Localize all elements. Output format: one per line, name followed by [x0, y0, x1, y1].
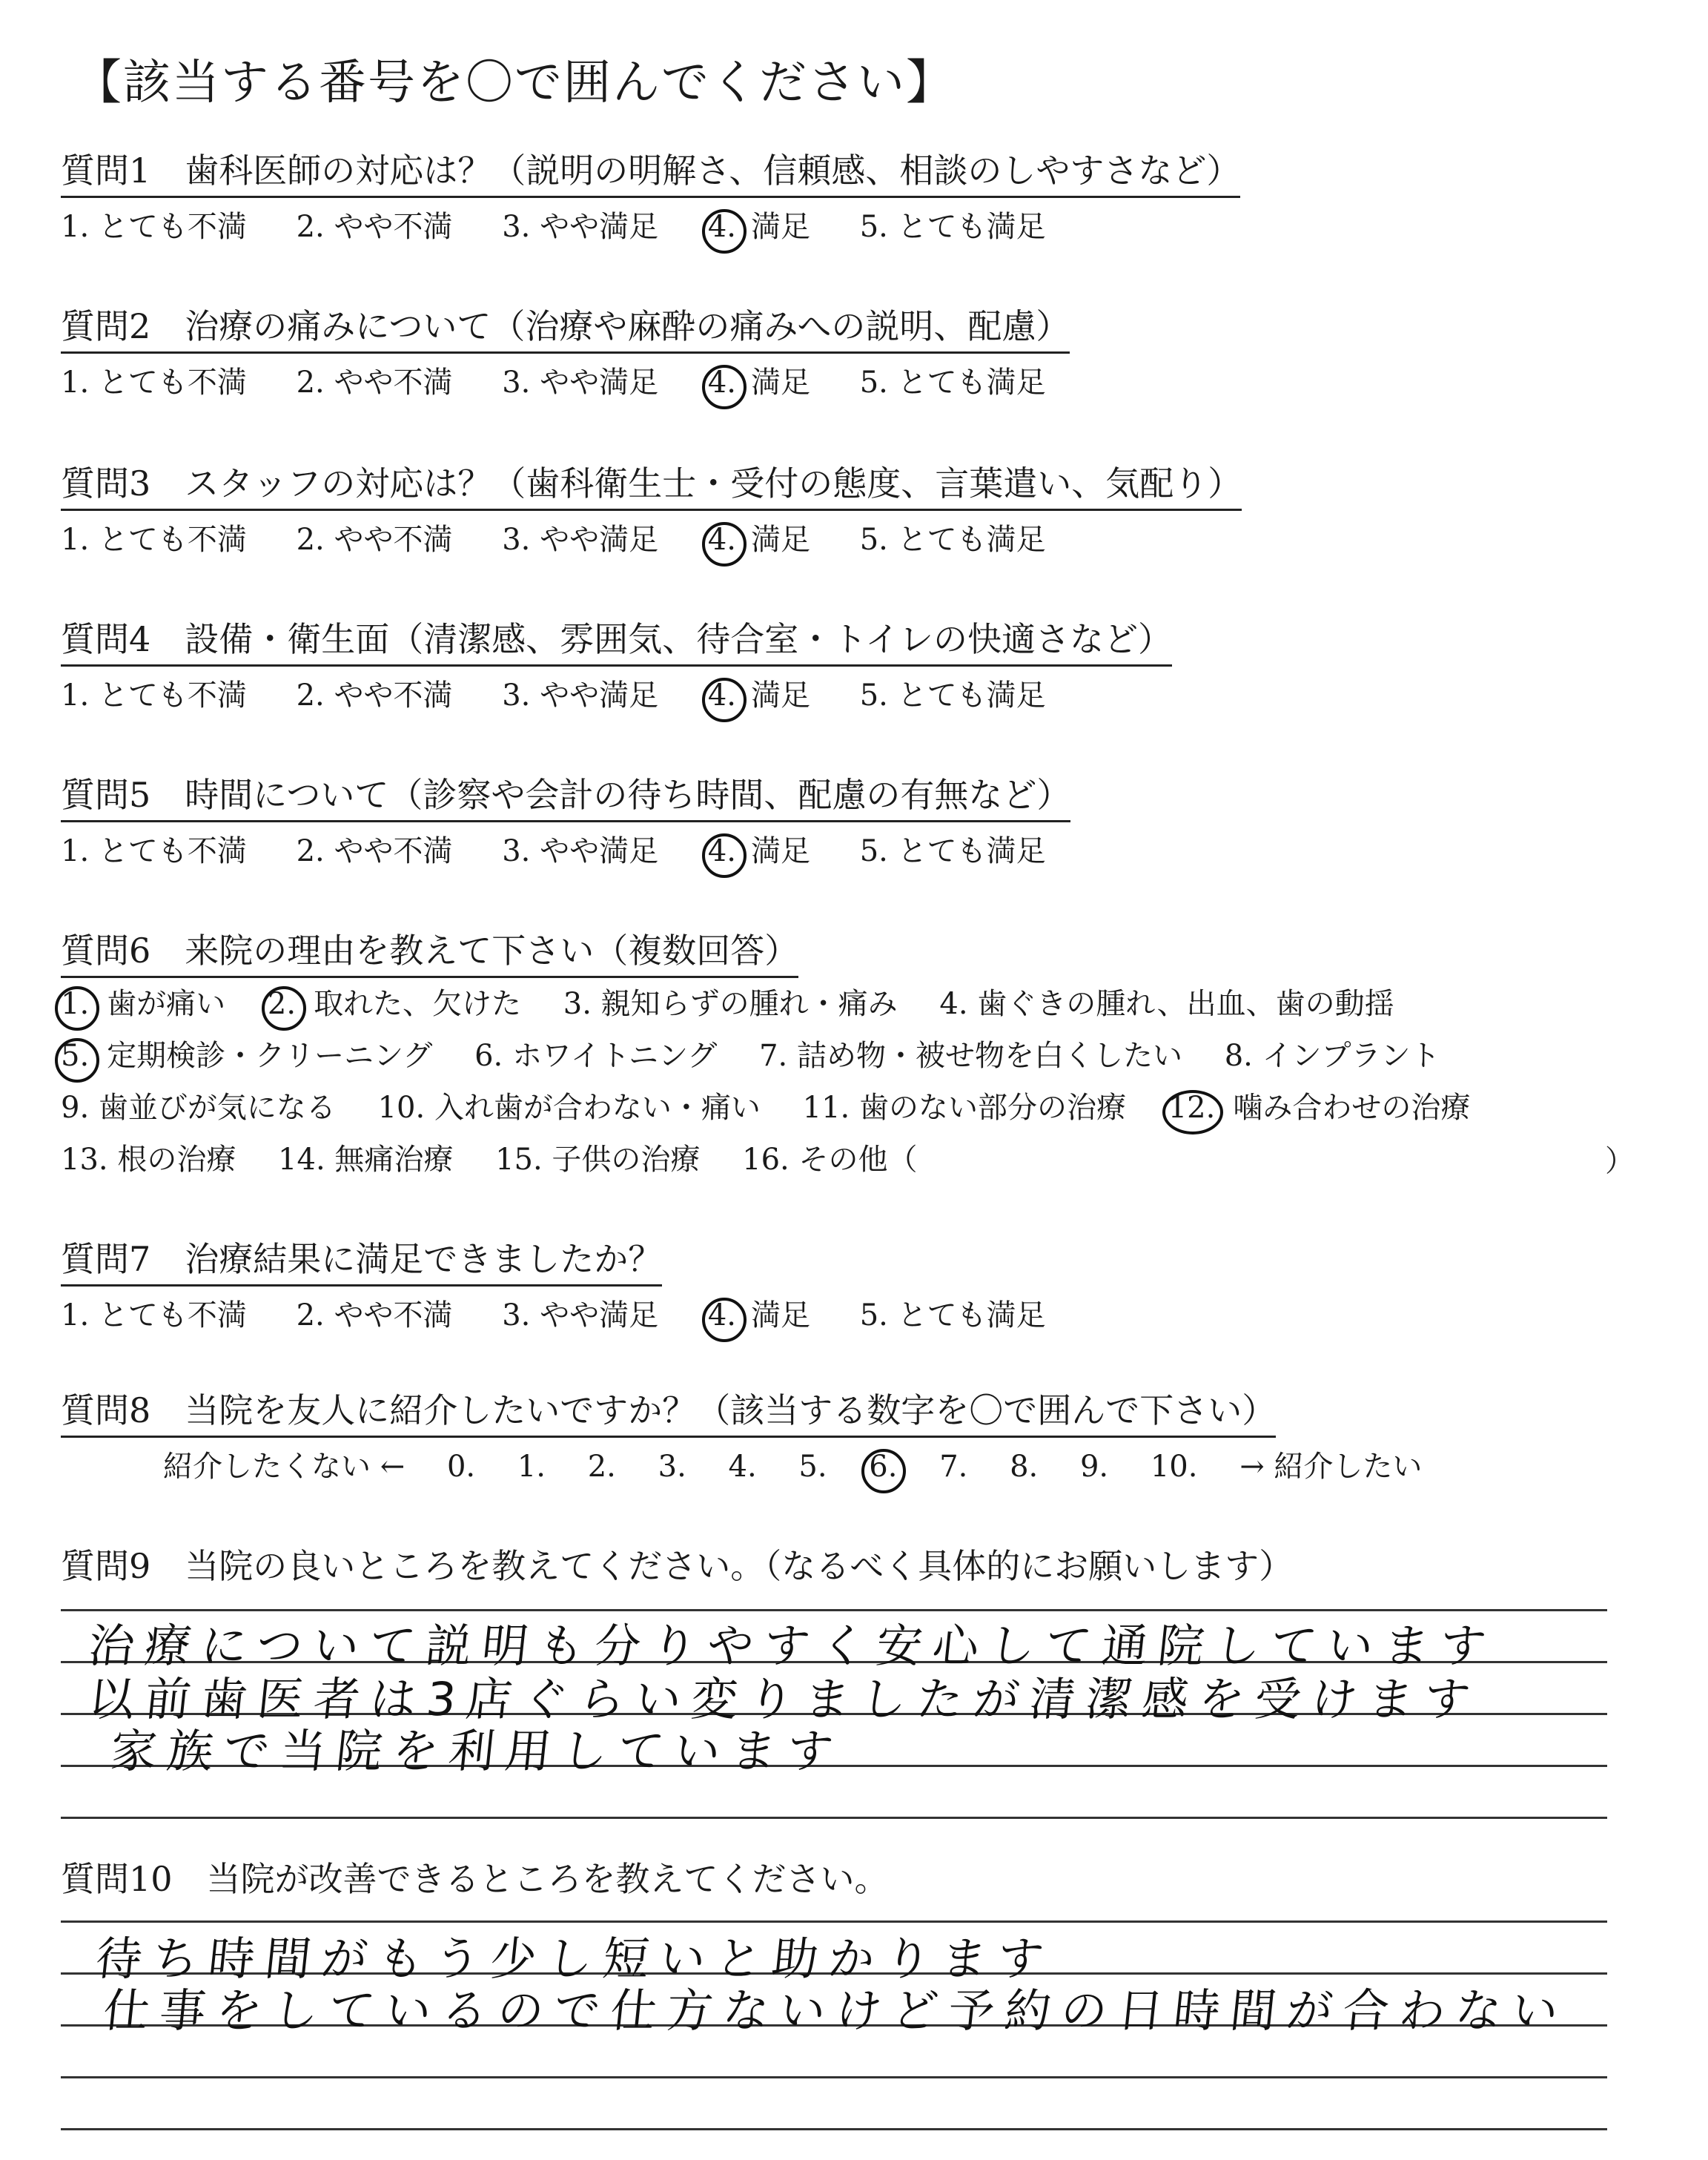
question-4-title: 質問4 設備・衛生面（清潔感、雰囲気、待合室・トイレの快適さなど）: [61, 617, 1172, 667]
option-5[interactable]: 5. とても満足: [859, 678, 1046, 713]
scale-7[interactable]: 7.: [939, 1450, 968, 1484]
answer-line: [61, 1817, 1607, 1819]
question-6-row-2: [61, 1035, 1480, 1077]
option-3[interactable]: 3. やや満足: [502, 210, 659, 244]
reason-13[interactable]: 13. 根の治療: [61, 1143, 236, 1177]
option-4-selected[interactable]: 4.: [708, 362, 736, 403]
question-6-row-3: [61, 1087, 1510, 1129]
question-2-title: 質問2 治療の痛みについて（治療や麻酔の痛みへの説明、配慮）: [61, 304, 1070, 354]
scale-6-selected[interactable]: 6.: [869, 1446, 897, 1487]
option-5[interactable]: 5. とても満足: [859, 210, 1046, 244]
handwritten-answer-9-line-3: 家族で当院を利用しています: [107, 1724, 847, 1778]
reason-16[interactable]: 16. その他（: [742, 1143, 918, 1177]
reason-3[interactable]: 3. 親知らずの腫れ・痛み: [563, 987, 898, 1021]
option-1[interactable]: 1. とても不満: [61, 678, 247, 713]
answer-line: [61, 2128, 1607, 2130]
reason-11[interactable]: 11. 歯のない部分の治療: [802, 1091, 1126, 1125]
question-9-title: 質問9 当院の良いところを教えてください。（なるべく具体的にお願いします）: [61, 1546, 1294, 1586]
reason-12-selected[interactable]: 12.: [1168, 1087, 1216, 1129]
option-2[interactable]: 2. やや不満: [296, 366, 453, 400]
question-5-title: 質問5 時間について（診察や会計の待ち時間、配慮の有無など）: [61, 773, 1070, 822]
scale-4[interactable]: 4.: [728, 1450, 757, 1484]
scale-left-label: 紹介したくない ←: [163, 1450, 406, 1484]
question-7-title: 質問7 治療結果に満足できましたか？: [61, 1237, 662, 1287]
reason-7[interactable]: 7. 詰め物・被せ物を白くしたい: [759, 1039, 1182, 1073]
reason-8[interactable]: 8. インプラント: [1224, 1039, 1440, 1073]
reason-2-selected[interactable]: 2.: [268, 983, 296, 1025]
handwritten-answer-10-line-1: 待ち時間がもう少し短いと助かります: [93, 1932, 1057, 1986]
option-4-selected[interactable]: 4.: [708, 206, 736, 248]
option-4-selected[interactable]: 4.: [708, 519, 736, 561]
recommend-scale: [163, 1446, 1454, 1487]
option-2[interactable]: 2. やや不満: [296, 678, 453, 713]
question-4-options: [61, 675, 1086, 716]
option-2[interactable]: 2. やや不満: [296, 523, 453, 557]
handwritten-answer-10-line-2: 仕事をしているので仕方ないけど予約の日時間が合わない: [100, 1984, 1572, 2038]
question-6-title: 質問6 来院の理由を教えて下さい（複数回答）: [61, 928, 798, 978]
option-4-label: 満足: [751, 1298, 810, 1332]
scale-8[interactable]: 8.: [1010, 1450, 1039, 1484]
option-2[interactable]: 2. やや不満: [296, 834, 453, 868]
other-close-paren: ）: [1605, 1144, 1635, 1178]
scale-2[interactable]: 2.: [587, 1450, 616, 1484]
question-8-title: 質問8 当院を友人に紹介したいですか？（該当する数字を〇で囲んで下さい）: [61, 1388, 1276, 1438]
option-4-label: 満足: [751, 210, 810, 244]
reason-5-label: 定期検診・クリーニング: [107, 1039, 433, 1073]
reason-10[interactable]: 10. 入れ歯が合わない・痛い: [377, 1091, 761, 1125]
option-3[interactable]: 3. やや満足: [502, 678, 659, 713]
option-4-selected[interactable]: 4.: [708, 1295, 736, 1336]
question-7-options: [61, 1295, 1086, 1336]
question-10-title: 質問10 当院が改善できるところを教えてください。: [61, 1859, 889, 1899]
scale-10[interactable]: 10.: [1150, 1450, 1198, 1484]
question-6-row-1: [61, 983, 1434, 1025]
reason-9[interactable]: 9. 歯並びが気になる: [61, 1091, 336, 1125]
option-2[interactable]: 2. やや不満: [296, 210, 453, 244]
option-1[interactable]: 1. とても不満: [61, 210, 247, 244]
page-title: 【該当する番号を〇で囲んでください】: [74, 56, 955, 110]
scale-right-label: → 紹介したい: [1239, 1450, 1423, 1484]
reason-14[interactable]: 14. 無痛治療: [278, 1143, 454, 1177]
option-1[interactable]: 1. とても不満: [61, 834, 247, 868]
scale-0[interactable]: 0.: [446, 1450, 476, 1484]
question-5-options: [61, 830, 1086, 872]
reason-5-selected[interactable]: 5.: [61, 1035, 89, 1077]
reason-15[interactable]: 15. 子供の治療: [495, 1143, 701, 1177]
scale-3[interactable]: 3.: [658, 1450, 686, 1484]
reason-4[interactable]: 4. 歯ぐきの腫れ、出血、歯の動揺: [939, 987, 1394, 1021]
handwritten-answer-9-line-2: 以前歯医者は3店ぐらい変りましたが清潔感を受けます: [85, 1672, 1483, 1726]
handwritten-answer-9-line-1: 治療について説明も分りやすく安心して通院しています: [85, 1619, 1500, 1673]
option-3[interactable]: 3. やや満足: [502, 834, 659, 868]
option-1[interactable]: 1. とても不満: [61, 523, 247, 557]
question-1-options: [61, 206, 1086, 248]
question-1-title: 質問1 歯科医師の対応は？（説明の明解さ、信頼感、相談のしやすさなど）: [61, 148, 1240, 198]
scale-5[interactable]: 5.: [798, 1450, 827, 1484]
reason-1-label: 歯が痛い: [107, 987, 226, 1021]
option-5[interactable]: 5. とても満足: [859, 523, 1046, 557]
option-3[interactable]: 3. やや満足: [502, 366, 659, 400]
question-6-row-4: [61, 1139, 957, 1180]
question-2-options: [61, 362, 1086, 403]
option-3[interactable]: 3. やや満足: [502, 523, 659, 557]
reason-2-label: 取れた、欠けた: [314, 987, 522, 1021]
reason-1-selected[interactable]: 1.: [61, 983, 89, 1025]
option-4-selected[interactable]: 4.: [708, 830, 736, 872]
option-4-label: 満足: [751, 523, 810, 557]
option-2[interactable]: 2. やや不満: [296, 1298, 453, 1332]
scale-1[interactable]: 1.: [517, 1450, 546, 1484]
option-4-selected[interactable]: 4.: [708, 675, 736, 716]
option-1[interactable]: 1. とても不満: [61, 366, 247, 400]
option-4-label: 満足: [751, 834, 810, 868]
reason-12-label: 噛み合わせの治療: [1233, 1091, 1471, 1125]
answer-line: [61, 2076, 1607, 2078]
question-3-options: [61, 519, 1086, 561]
question-3-title: 質問3 スタッフの対応は？（歯科衛生士・受付の態度、言葉遣い、気配り）: [61, 461, 1242, 511]
scale-9[interactable]: 9.: [1079, 1450, 1109, 1484]
option-5[interactable]: 5. とても満足: [859, 834, 1046, 868]
option-3[interactable]: 3. やや満足: [502, 1298, 659, 1332]
option-5[interactable]: 5. とても満足: [859, 1298, 1046, 1332]
option-4-label: 満足: [751, 366, 810, 400]
option-1[interactable]: 1. とても不満: [61, 1298, 247, 1332]
reason-6[interactable]: 6. ホワイトニング: [474, 1039, 718, 1073]
option-5[interactable]: 5. とても満足: [859, 366, 1046, 400]
option-4-label: 満足: [751, 678, 810, 713]
